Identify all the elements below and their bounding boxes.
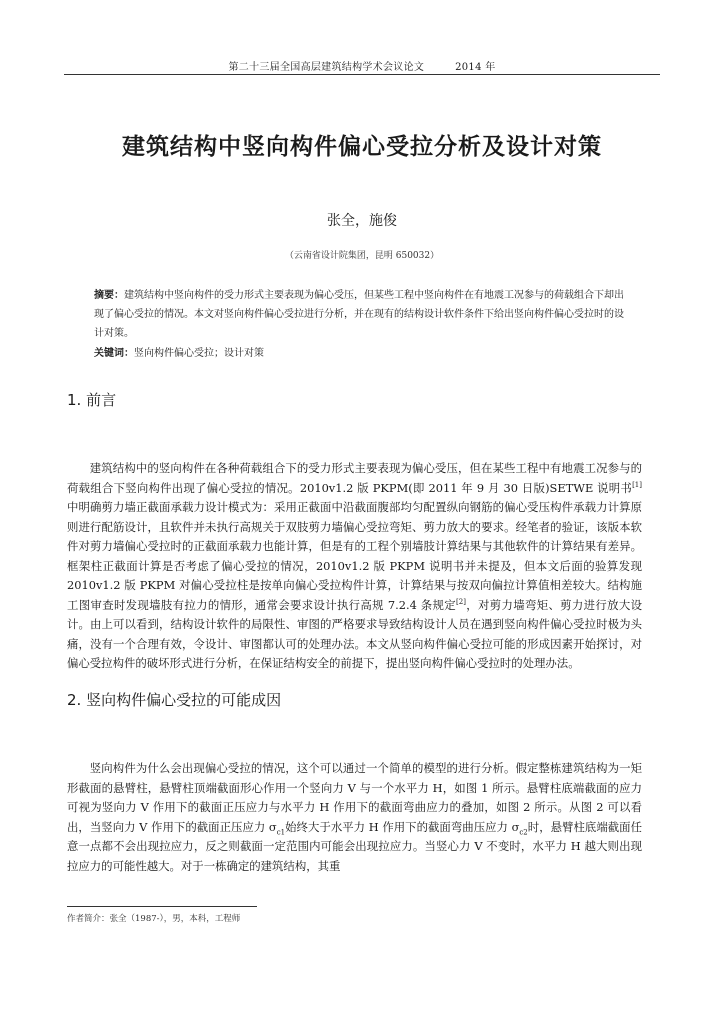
affiliation: （云南省设计院集团，昆明 650032） [284,251,440,261]
paragraph-text: 时，悬臂柱底端截面任意一点都不会出现拉应力，反之则截面一定范围内可能会出现拉应力。当竖心力 V 不变时，水平力 H 越大则出现拉应力的可能性越大。对于一栋确定的建筑结构，其重 [67,819,642,873]
section-heading-intro: 1. 前言 [67,391,117,409]
abstract [94,286,630,343]
citation-ref-1[interactable]: [1] [632,480,642,489]
subscript-c1: c1 [276,827,286,836]
keywords-text: 竖向构件偏心受拉；设计对策 [134,348,264,359]
citation-ref-2[interactable]: [2] [456,597,466,606]
keywords-label: 关键词： [94,348,134,359]
running-header: 第二十三届全国高层建筑结构学术会议论文 2014 年 [228,62,496,73]
section-causes-paragraph [67,759,642,876]
section-heading-causes: 2. 竖向构件偏心受拉的可能成因 [67,691,282,709]
authors: 张全，施俊 [327,213,397,229]
author-footnote: 作者简介：张全（1987-），男，本科，工程师 [67,914,241,924]
subscript-c2: c2 [519,827,528,836]
abstract-text: 建筑结构中竖向构件的受力形式主要表现为偏心受压，但某些工程中竖向构件在有地震工况参与的荷载组合下却出现了偏心受拉的情况。本文对竖向构件偏心受拉进行分析，并在现有的结构设计软件条件下给出竖向构件偏心受拉时的设计对策。 [94,290,624,339]
paragraph-text: 始终大于水平力 H 作用下的截面弯曲压应力 σ [285,819,520,834]
abstract-label: 摘要： [94,290,124,301]
header-rule [64,74,660,75]
paragraph-text: ，对剪力墙弯矩、剪力进行放大设计。由上可以看到，结构设计软件的局限性、审图的严格要求导致结构设计人员在遇到竖向构件偏心受拉时极为头痛，没有一个合理有效，令设计、审图都认可的处理办法。本文从竖向构件偏心受拉可能的形成因素开始探讨，对偏心受拉构件的破坏形式进行分析，在保证结构安全的前提下，提出竖向构件偏心受拉时的处理办法。 [67,597,642,670]
keywords [94,344,630,363]
paragraph-text: 中明确剪力墙正截面承载力设计模式为：采用正截面中沿截面腹部均匀配置纵向钢筋的偏心受压构件承载力计算原则进行配筋设计，且软件并未执行高规关于双肢剪力墙偏心受拉弯矩、剪力放大的要求。经笔者的验证，该版本软件对剪力墙偏心受拉时的正截面承载力也能计算，但是有的工程个别墙肢计算结果与其他软件的计算结果有差异。框架柱正截面计算是否考虑了偏心受拉的情况，2010v1.2 版 PKPM 说明书并未提及，但本文后面的验算发现 2010v1.2 版 PKPM 对偏心受拉柱是按单向偏心受拉构件计算，计算结果与按双向偏拉计算值相差较大。结构施工图审查时发现墙肢有拉力的情形，通常会要求设计执行高规 7.2.4 条规定 [67,500,642,612]
footnote-rule [67,906,257,907]
paper-title: 建筑结构中竖向构件偏心受拉分析及设计对策 [122,134,602,160]
paragraph-text: 竖向构件为什么会出现偏心受拉的情况，这个可以通过一个简单的模型的进行分析。假定整栋建筑结构为一矩形截面的悬臂柱，悬臂柱顶端截面形心作用一个竖向力 V 与一个水平力 H，如图 1 所示。悬臂柱底端截面的应力可视为竖向力 V 作用下的截面正压应力与水平力 H 作用下的截面弯曲应力的叠加，如图 2 所示。从图 2 可以看出，当竖向力 V 作用下的截面正压应力 σ [67,761,642,834]
section-intro-paragraph [67,459,642,674]
paragraph-text: 建筑结构中的竖向构件在各种荷载组合下的受力形式主要表现为偏心受压，但在某些工程中有地震工况参与的荷载组合下竖向构件出现了偏心受拉的情况。2010v1.2 版 PKPM(即 2011 年 9 月 30 日版)SETWE 说明书 [67,461,642,495]
